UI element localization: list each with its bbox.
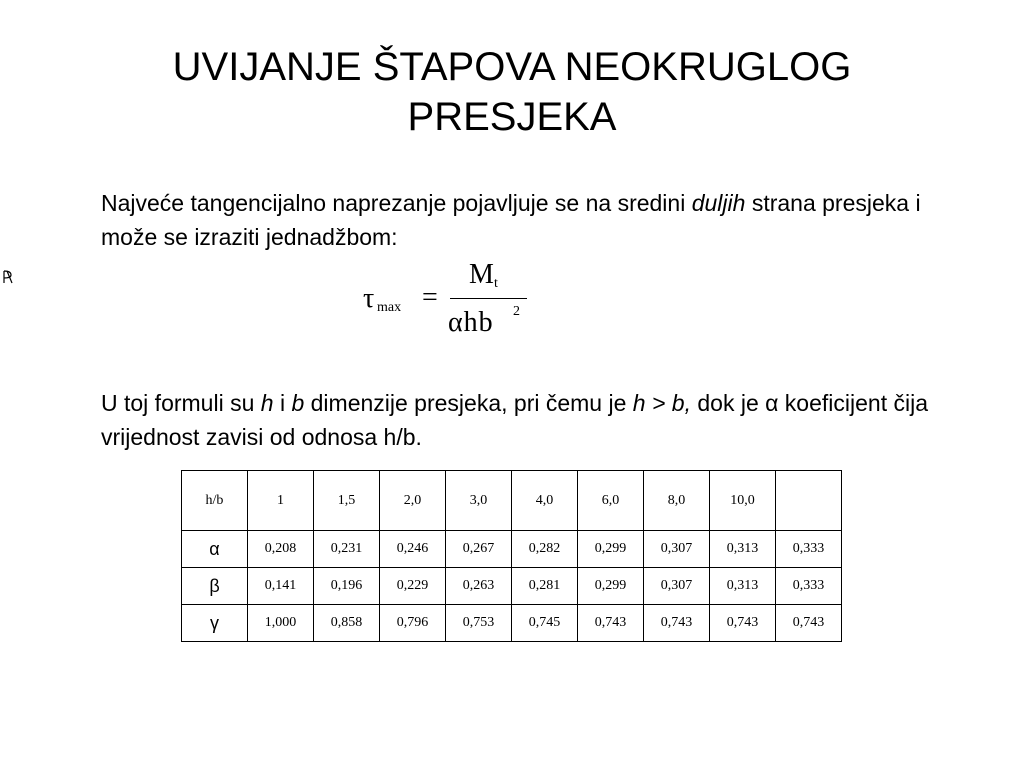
table-cell: 0,333	[776, 568, 842, 605]
table-cell: 0,333	[776, 531, 842, 568]
table-header-cell: 10,0	[710, 471, 776, 531]
explanation-italic-inequality: h > b,	[632, 390, 691, 416]
table-cell: 0,313	[710, 568, 776, 605]
table-header-cell: 6,0	[578, 471, 644, 531]
table-cell: 0,743	[710, 605, 776, 642]
table-cell: 0,299	[578, 531, 644, 568]
table-cell: 0,753	[446, 605, 512, 642]
table-cell: 0,796	[380, 605, 446, 642]
table-header-cell: 1,5	[314, 471, 380, 531]
table-cell: 0,246	[380, 531, 446, 568]
table-cell: 0,282	[512, 531, 578, 568]
table-cell: 0,743	[644, 605, 710, 642]
table-cell: 0,196	[314, 568, 380, 605]
table-cell: 0,267	[446, 531, 512, 568]
formula-denominator: αhb	[448, 307, 494, 338]
intro-text-end: strana presjeka i može se izraziti jednadžbom:	[101, 190, 921, 250]
table-header-row	[182, 471, 842, 531]
table-cell: 1,000	[248, 605, 314, 642]
explanation-paragraph	[101, 386, 961, 454]
table-header-cell	[776, 471, 842, 531]
table-header-cell: 1	[248, 471, 314, 531]
table-row-gamma	[182, 605, 842, 642]
formula-fraction-bar	[450, 298, 527, 299]
table-row-label: α	[182, 531, 248, 568]
table-cell: 0,281	[512, 568, 578, 605]
table-cell: 0,745	[512, 605, 578, 642]
formula-tau-symbol: τ	[363, 283, 375, 314]
table-header-cell: 3,0	[446, 471, 512, 531]
table-row-alpha	[182, 531, 842, 568]
formula-denominator-superscript: 2	[513, 304, 520, 319]
table-cell: 0,307	[644, 531, 710, 568]
explanation-text-1: U toj formuli su	[101, 390, 261, 416]
coefficient-table	[181, 470, 842, 642]
formula-numerator: M	[469, 259, 494, 290]
table-cell: 0,307	[644, 568, 710, 605]
explanation-italic-b: b	[291, 390, 305, 416]
explanation-italic-h: h	[260, 390, 274, 416]
explanation-text-3: dimenzije presjeka, pri čemu je	[304, 390, 633, 416]
explanation-text-4: dok je α koeficijent čija vrijednost zavisi od odnosa h/b.	[101, 390, 928, 450]
formula-numerator-subscript: t	[494, 276, 498, 291]
table-header-cell: 2,0	[380, 471, 446, 531]
slide-title-line-1: UVIJANJE ŠTAPOVA NEOKRUGLOG	[172, 45, 852, 89]
table-cell: 0,299	[578, 568, 644, 605]
slide-title	[0, 42, 1024, 142]
intro-text-start: Najveće tangencijalno naprezanje pojavljuje se na sredini	[101, 190, 692, 216]
intro-paragraph	[101, 186, 961, 254]
table-cell: 0,743	[776, 605, 842, 642]
formula-tau-subscript: max	[377, 300, 402, 315]
table-cell: 0,313	[710, 531, 776, 568]
table-cell: 0,231	[314, 531, 380, 568]
table-cell: 0,263	[446, 568, 512, 605]
intro-italic-word: duljih	[691, 190, 746, 216]
table-row-label: β	[182, 568, 248, 605]
table-cell: 0,743	[578, 605, 644, 642]
table-row-label: γ	[182, 605, 248, 642]
table-row-beta	[182, 568, 842, 605]
glyph-artifact	[2, 269, 14, 285]
table-cell: 0,208	[248, 531, 314, 568]
table-header-cell: 8,0	[644, 471, 710, 531]
table-cell: 0,858	[314, 605, 380, 642]
table-cell: 0,229	[380, 568, 446, 605]
torsion-formula	[360, 258, 540, 344]
slide-title-line-2: PRESJEKA	[407, 95, 617, 139]
table-header-cell: 4,0	[512, 471, 578, 531]
explanation-text-2: i	[273, 390, 292, 416]
formula-equals-sign: =	[422, 282, 438, 313]
table-cell: 0,141	[248, 568, 314, 605]
table-header-cell: h/b	[182, 471, 248, 531]
